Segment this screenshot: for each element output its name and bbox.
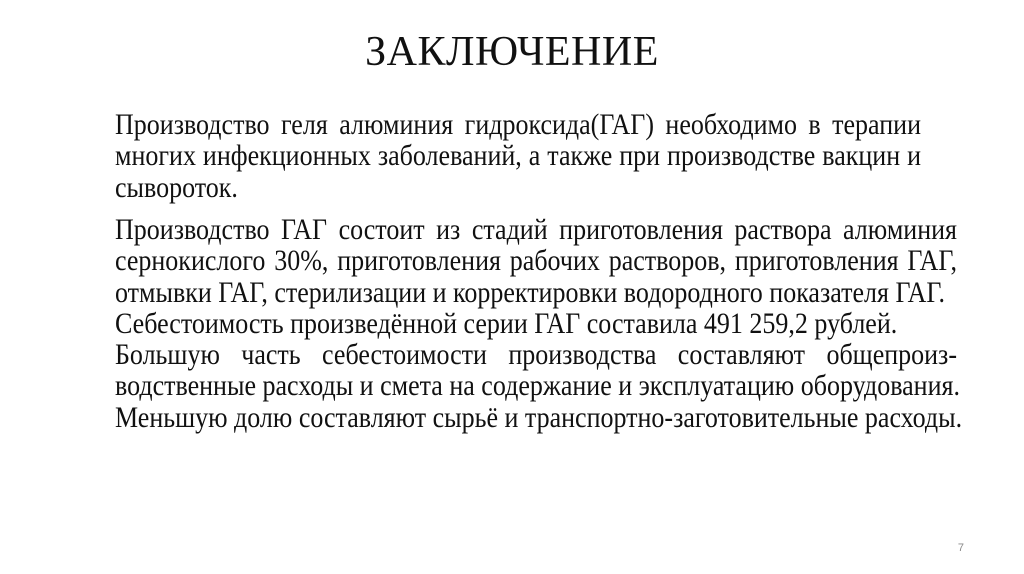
text-line: сывороток. bbox=[115, 170, 238, 204]
text-line: сернокислого 30%, приготовления рабочих растворов, приготовления ГАГ, bbox=[115, 244, 957, 278]
text-line: водственные расходы и смета на содержание и эксплуатацию оборудования. bbox=[115, 369, 960, 403]
text-line: Большую часть себестоимости производства составляют общепроиз- bbox=[115, 338, 957, 371]
text-line: отмывки ГАГ, стерилизации и корректировки водородного показателя ГАГ. bbox=[115, 275, 946, 309]
paragraph-production bbox=[115, 213, 963, 434]
page-number: 7 bbox=[957, 542, 964, 554]
slide-title: ЗАКЛЮЧЕНИЕ bbox=[365, 29, 659, 75]
text-line: Производство ГАГ состоит из стадий приготовления раствора алюминия bbox=[115, 213, 957, 246]
text-line: Производство геля алюминия гидроксида(ГАГ) необходимо в терапии bbox=[115, 108, 921, 141]
text-line: многих инфекционных заболеваний, а также при производстве вакцин и bbox=[115, 139, 921, 173]
text-line: Себестоимость произведённой серии ГАГ составила 491 259,2 рублей. bbox=[115, 307, 898, 340]
text-line: Меньшую долю составляют сырьё и транспортно-заготовительные расходы. bbox=[115, 401, 963, 434]
paragraph-intro bbox=[115, 109, 921, 203]
